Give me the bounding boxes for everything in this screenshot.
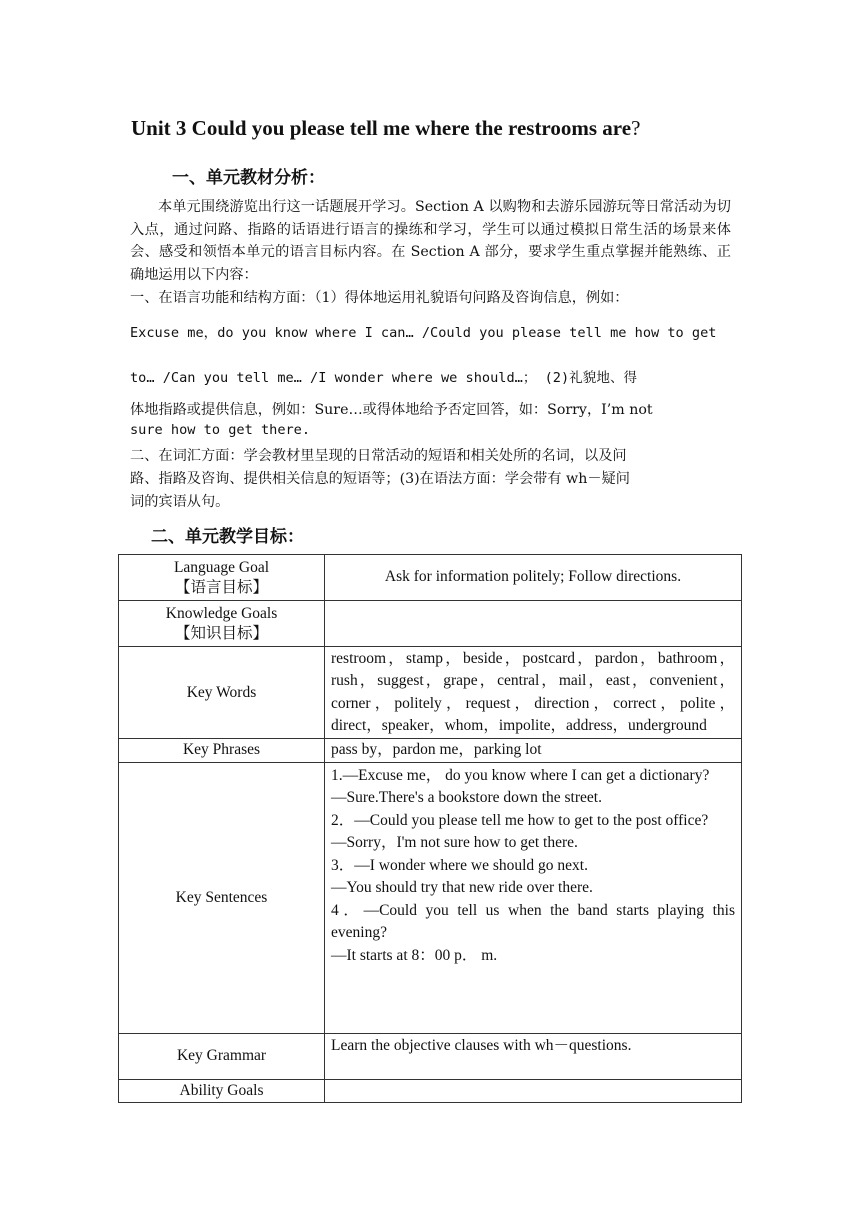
teaching-goals-table bbox=[118, 554, 742, 1103]
table-row-key-grammar bbox=[119, 1033, 742, 1079]
example-excuse-line: Excuse me，do you know where I can… /Could you please tell me how to get bbox=[130, 325, 717, 341]
language-goal-label-en: Language Goal bbox=[173, 558, 270, 576]
unit-title-question-mark: ? bbox=[631, 116, 641, 140]
vocabulary-line-2: 路、指路及咨询、提供相关信息的短语等；(3)在语法方面：学会带有 wh－疑问 bbox=[130, 471, 630, 487]
key-sentence: —It starts at 8：00 p． m. bbox=[331, 946, 498, 964]
section-heading-goals: 二、单元教学目标： bbox=[151, 527, 304, 547]
ability-goals-value bbox=[325, 1079, 742, 1102]
key-sentence: 3．—I wonder where we should go next. bbox=[331, 856, 588, 874]
vocabulary-line-3: 词的宾语从句。 bbox=[130, 494, 230, 510]
analysis-paragraph: 本单元围绕游览出行这一话题展开学习。Section A 以购物和去游乐园游玩等日常活动为切入点，通过问路、指路的话语进行语言的操练和学习，学生可以通过模拟日常生活的场景来体会、感受和领悟本单元的语言目标内容。在 Section A 部分，要求学生重点掌握并能熟练、正确地运用以下内容： bbox=[130, 199, 731, 283]
table-row-language-goal bbox=[119, 555, 742, 601]
key-sentences-value bbox=[325, 762, 742, 1033]
knowledge-goals-label-zh: 【知识目标】 bbox=[174, 624, 268, 642]
unit-title-text: Unit 3 Could you please tell me where the restrooms are bbox=[131, 116, 632, 140]
language-goal-label bbox=[119, 555, 325, 601]
key-sentence: 4．—Could you tell us when the band starts playing this evening? bbox=[331, 901, 735, 941]
ability-goals-label: Ability Goals bbox=[119, 1079, 325, 1102]
key-grammar-label: Key Grammar bbox=[119, 1033, 325, 1079]
key-sentence: —Sorry，I'm not sure how to get there. bbox=[331, 834, 578, 851]
key-grammar-value: Learn the objective clauses with wh－questions. bbox=[325, 1033, 742, 1079]
language-goal-label-zh: 【语言目标】 bbox=[174, 578, 268, 596]
key-sentence: —Sure.There's a bookstore down the street. bbox=[331, 789, 602, 806]
key-words-value: restroom，stamp，beside，postcard，pardon，bathroom，rush，suggest，grape，central，mail，east，convenient，corner，politely，request，direction，correct，polite，direct，speaker，whom，impolite，address，underground bbox=[325, 647, 742, 739]
language-function-line: 一、在语言功能和结构方面：（1）得体地运用礼貌语句问路及咨询信息，例如： bbox=[130, 290, 629, 306]
example-there-line: sure how to get there. bbox=[130, 422, 311, 438]
knowledge-goals-value bbox=[325, 601, 742, 647]
table-row-key-phrases bbox=[119, 739, 742, 763]
table-row-knowledge-goals bbox=[119, 601, 742, 647]
example-to-line: to… /Can you tell me… /I wonder where we should…； (2)礼貌地、得 bbox=[130, 370, 638, 386]
unit-title bbox=[131, 116, 640, 141]
key-sentence: 1.—Excuse me， do you know where I can get a dictionary? bbox=[331, 766, 710, 784]
language-goal-value: Ask for information politely; Follow directions. bbox=[325, 555, 742, 601]
knowledge-goals-label bbox=[119, 601, 325, 647]
knowledge-goals-label-en: Knowledge Goals bbox=[165, 604, 278, 622]
example-sure-line: 体地指路或提供信息，例如：Sure…或得体地给予否定回答，如：Sorry，I’m not bbox=[130, 402, 653, 418]
vocabulary-line-1: 二、在词汇方面：学会教材里呈现的日常活动的短语和相关处所的名词，以及问 bbox=[130, 448, 627, 464]
key-sentence: 2．—Could you please tell me how to get to the post office? bbox=[331, 811, 709, 829]
table-row-key-sentences bbox=[119, 762, 742, 1033]
key-words-label: Key Words bbox=[119, 647, 325, 739]
section-heading-analysis: 一、单元教材分析： bbox=[172, 168, 325, 188]
table-row-ability-goals bbox=[119, 1079, 742, 1102]
key-sentences-label: Key Sentences bbox=[119, 762, 325, 1033]
key-phrases-label: Key Phrases bbox=[119, 739, 325, 763]
key-phrases-value: pass by，pardon me，parking lot bbox=[325, 739, 742, 763]
table-row-key-words bbox=[119, 647, 742, 739]
key-sentence: —You should try that new ride over there. bbox=[331, 879, 593, 896]
